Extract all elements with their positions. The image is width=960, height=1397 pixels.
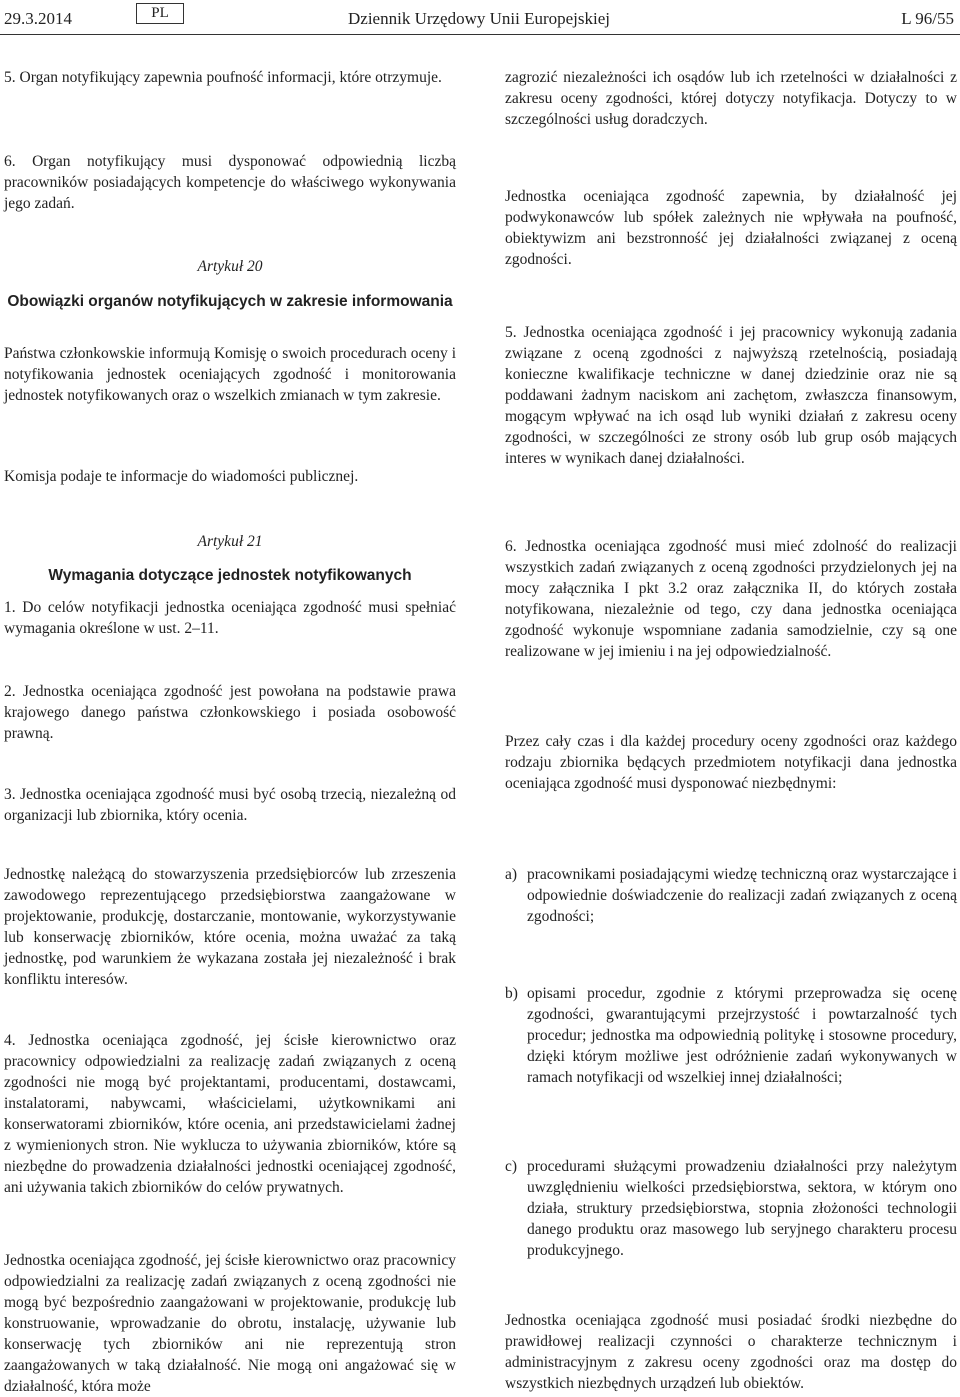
page-reference: L 96/55 xyxy=(901,9,954,28)
article-21-paragraph-3: 3. Jednostka oceniająca zgodność musi być osobą trzecią, niezależną od organizacji lub zbiornika, który ocenia. xyxy=(4,786,456,824)
list-item-label: c) xyxy=(505,1158,518,1175)
paragraph-4-left: 4. Jednostka oceniająca zgodność, jej ścisłe kierownictwo oraz pracownicy odpowiedzialni za realizację zadań związanych z oceną zgodności nie mogą być projektantami, producentami, dostawcami, instalatorami, nabywcami, właścicielami, użytkownikami ani konserwatorami zbiorników, które ocenia, ani przedstawicielami żadnej z wymienionych stron. Nie wyklucza to używania zbiorników, które są niezbędne do prowadzenia działalności jednostki oceniającej zgodność, ani używania takich zbiorników do celów prywatnych. xyxy=(4,1032,456,1196)
article-21-number: Artykuł 21 xyxy=(197,533,263,550)
paragraph-4-continuation: Jednostka oceniająca zgodność, jej ścisłe kierownictwo oraz pracownicy odpowiedzialni za realizację zadań związanych z oceną zgodności nie mogą być bezpośrednio zaangażowani w projektowanie, produkcję lub konstruowanie, wprowadzanie do obrotu, instalację, używanie lub konserwację tych zbiorników ani nie reprezentują stron zaangażowanych w taką działalność. Nie mogą oni angażować się w działalność, która może xyxy=(4,1252,456,1395)
journal-title: Dziennik Urzędowy Unii Europejskiej xyxy=(348,9,611,28)
paragraph-6-right: 6. Jednostka oceniająca zgodność musi mieć zdolność do realizacji wszystkich zadań związanych z oceną zgodności przydzielonych jej na mocy załącznika I pkt 3.2 oraz załącznika II, do których została notyfikowana, niezależnie od tego, czy dana jednostka oceniająca zgodność wykonuje wspomniane zadania samodzielnie, czy są one realizowane w jej imieniu i na jej odpowiedzialność. xyxy=(505,538,957,660)
article-21-paragraph-2: 2. Jednostka oceniająca zgodność jest powołana na podstawie prawa krajowego danego państwa członkowskiego i posiada osobowość prawną. xyxy=(4,683,456,742)
paragraph-6-left: 6. Organ notyfikujący musi dysponować odpowiednią liczbą pracowników posiadających kompetencje do właściwego wykonywania jego zadań. xyxy=(4,153,456,212)
list-item-text: procedurami służącymi prowadzeniu działalności przy należytym uwzględnieniu wielkości przedsiębiorstwa, sektora, w którym ono działa, struktury przedsiębiorstwa, stopnia złożoności technologii danego produktu oraz masowego lub seryjnego charakteru procesu produkcyjnego. xyxy=(527,1158,957,1259)
article-20-title: Obowiązki organów notyfikujących w zakresie informowania xyxy=(7,293,453,310)
list-item-text: opisami procedur, zgodnie z którymi przeprowadza się ocenę zgodności, gwarantującymi przejrzystość i powtarzalność tych procedur; jednostka ma odpowiednią politykę i stosowne procedury, dzięki którym możliwe jest odróżnienie zadań wykonywanych w ramach notyfikacji od wszelkiej innej działalności; xyxy=(527,985,957,1086)
subcontractor-paragraph: Jednostka oceniająca zgodność zapewnia, by działalność jej podwykonawców lub spółek zależnych nie wpływała na poufność, obiektywizm ani bezstronność jej działalności związanej z oceną zgodności. xyxy=(505,188,957,268)
procedures-intro-paragraph: Przez cały czas i dla każdej procedury oceny zgodności oraz każdego rodzaju zbiornika będących przedmiotem notyfikacji dana jednostka oceniająca zgodność musi dysponować niezbędnymi: xyxy=(505,733,957,792)
publication-date: 29.3.2014 xyxy=(4,9,72,28)
article-21-paragraph-1: 1. Do celów notyfikacji jednostka oceniająca zgodność musi spełniać wymagania określone w ust. 2–11. xyxy=(4,599,456,637)
article-20-paragraph-2: Komisja podaje te informacje do wiadomości publicznej. xyxy=(4,468,359,485)
paragraph-5-left: 5. Organ notyfikujący zapewnia poufność informacji, które otrzymuje. xyxy=(4,69,442,86)
list-item-text: pracownikami posiadającymi wiedzę techniczną oraz wystarczające i odpowiednie doświadczenie do realizacji zadań związanych z oceną zgodności; xyxy=(527,866,957,925)
paragraph-5-right: 5. Jednostka oceniająca zgodność i jej pracownicy wykonują zadania związane z oceną zgodności z najwyższą rzetelnością, posiadają konieczne kwalifikacje techniczne w danej dziedzinie oraz nie są poddawani żadnym naciskom ani zachętom, zwłaszcza finansowym, mogącym wpływać na ich osąd lub wyniki działań z zakresu oceny zgodności, w szczególności ze strony osób lub grup osób mających interes w wynikach danej działalności. xyxy=(505,324,957,467)
article-21-title: Wymagania dotyczące jednostek notyfikowanych xyxy=(48,567,412,584)
page-header xyxy=(0,0,960,35)
paragraph-continued-right: zagrozić niezależności ich osądów lub ich rzetelności w działalności z zakresu oceny zgodności, której dotyczy notyfikacja. Dotyczy to w szczególności usług doradczych. xyxy=(505,69,957,128)
list-item-label: b) xyxy=(505,985,518,1002)
article-20-number: Artykuł 20 xyxy=(197,258,263,275)
association-paragraph: Jednostkę należącą do stowarzyszenia przedsiębiorców lub zrzeszenia zawodowego reprezentującego przedsiębiorstwa zaangażowane w projektowanie, produkcję, dostarczanie, montowanie, wykorzystywanie lub konserwację zbiorników, które ocenia, można uważać za taką jednostkę, pod warunkiem że wykazana została jej niezależność i brak konfliktu interesów. xyxy=(4,866,456,988)
list-item-label: a) xyxy=(505,866,518,883)
language-badge: PL xyxy=(136,3,184,24)
article-20-paragraph-1: Państwa członkowskie informują Komisję o swoich procedurach oceny i notyfikowania jednostek oceniających zgodność i monitorowania jednostek notyfikowanych oraz o wszelkich zmianach w tym zakresie. xyxy=(4,345,456,404)
means-paragraph: Jednostka oceniająca zgodność musi posiadać środki niezbędne do prawidłowej realizacji czynności o charakterze technicznym i administracyjnym z zakresu oceny zgodności oraz ma dostęp do wszystkich niezbędnych urządzeń lub obiektów. xyxy=(505,1312,957,1392)
